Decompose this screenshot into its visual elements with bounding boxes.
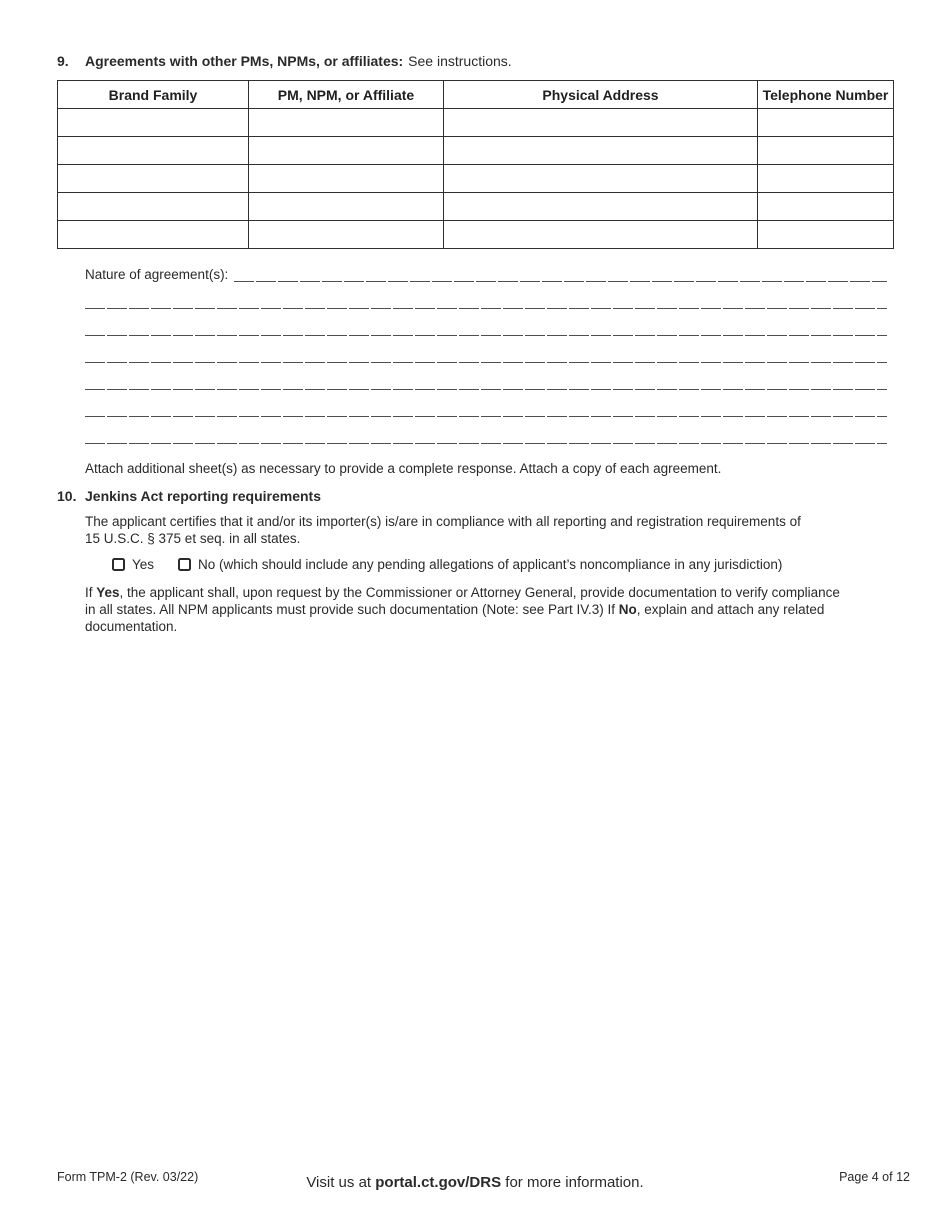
paragraph-bold-text: No	[618, 602, 637, 618]
table-row	[58, 193, 894, 221]
table-cell-input[interactable]	[249, 165, 444, 193]
no-choice	[178, 556, 782, 573]
paragraph-line	[85, 584, 840, 601]
table-cell-input[interactable]	[249, 137, 444, 165]
column-header-physical-address: Physical Address	[444, 81, 758, 109]
table-cell-input[interactable]	[444, 109, 758, 137]
form-id: Form TPM-2 (Rev. 03/22)	[57, 1170, 199, 1184]
paragraph-bold-text: Yes	[96, 585, 120, 600]
table-cell-input[interactable]	[758, 221, 894, 249]
footer-text: for more information.	[501, 1174, 644, 1191]
table-cell-input[interactable]	[444, 193, 758, 221]
yes-choice	[112, 556, 154, 573]
table-row	[58, 165, 894, 193]
nature-label-row	[85, 257, 887, 284]
table-cell-input[interactable]	[444, 137, 758, 165]
paragraph-text: If	[85, 585, 97, 600]
blank-line[interactable]	[85, 388, 887, 390]
table-cell-input[interactable]	[249, 193, 444, 221]
table-cell-input[interactable]	[58, 221, 249, 249]
section-10-number: 10.	[57, 488, 77, 504]
yes-checkbox[interactable]	[112, 558, 125, 571]
paragraph-text: in all states. All NPM applicants must provide such documentation (Note: see Part IV.3) If	[85, 602, 619, 618]
table-row	[58, 221, 894, 249]
if-yes-no-paragraph	[85, 584, 840, 636]
nature-of-agreements-label: Nature of agreement(s):	[85, 267, 229, 282]
paragraph-line	[85, 618, 840, 635]
certification-paragraph	[85, 513, 801, 547]
attach-sheets-note: Attach additional sheet(s) as necessary to provide a complete response. Attach a copy of each agreement.	[85, 461, 722, 476]
no-label: No (which should include any pending allegations of applicant’s noncompliance in any jurisdiction)	[198, 557, 783, 572]
column-header-telephone-number: Telephone Number	[758, 81, 894, 109]
section-10-heading	[57, 488, 321, 505]
certification-line: The applicant certifies that it and/or its importer(s) is/are in compliance with all reporting and registration requirements of	[85, 514, 801, 529]
table-cell-input[interactable]	[758, 137, 894, 165]
paragraph-text: documentation.	[85, 619, 178, 635]
footer-visit-text	[0, 1174, 950, 1191]
section-9-heading	[57, 53, 512, 70]
section-9-instructions: See instructions.	[408, 53, 512, 69]
blank-line[interactable]	[85, 307, 887, 309]
table-cell-input[interactable]	[249, 109, 444, 137]
table-cell-input[interactable]	[444, 165, 758, 193]
nature-input-line[interactable]	[234, 280, 887, 282]
table-cell-input[interactable]	[758, 109, 894, 137]
table-cell-input[interactable]	[58, 165, 249, 193]
table-cell-input[interactable]	[58, 109, 249, 137]
no-checkbox[interactable]	[178, 558, 191, 571]
table-cell-input[interactable]	[249, 221, 444, 249]
blank-line[interactable]	[85, 442, 887, 444]
table-cell-input[interactable]	[444, 221, 758, 249]
footer-text: Visit us at	[306, 1174, 376, 1191]
table-cell-input[interactable]	[758, 165, 894, 193]
paragraph-text: , explain and attach any related	[636, 602, 825, 618]
table-row	[58, 137, 894, 165]
blank-line[interactable]	[85, 334, 887, 336]
page-indicator: Page 4 of 12	[839, 1170, 910, 1184]
table-header-row	[58, 81, 894, 109]
section-10-title: Jenkins Act reporting requirements	[85, 488, 321, 504]
table-cell-input[interactable]	[58, 137, 249, 165]
certification-line: 15 U.S.C. § 375 et seq. in all states.	[85, 531, 301, 547]
jenkins-act-choices	[112, 556, 782, 573]
paragraph-line	[85, 601, 840, 618]
table-cell-input[interactable]	[58, 193, 249, 221]
portal-link[interactable]: portal.ct.gov/DRS	[375, 1174, 502, 1191]
table-row	[58, 109, 894, 137]
paragraph-text: , the applicant shall, upon request by the Commissioner or Attorney General, provide documentation to verify compliance	[119, 585, 840, 600]
yes-label: Yes	[132, 557, 155, 572]
nature-of-agreements-block	[85, 257, 887, 446]
table-cell-input[interactable]	[758, 193, 894, 221]
section-9-title: Agreements with other PMs, NPMs, or affiliates:	[85, 53, 404, 69]
section-9-number: 9.	[57, 53, 69, 69]
blank-line[interactable]	[85, 361, 887, 363]
blank-line[interactable]	[85, 415, 887, 417]
column-header-brand-family: Brand Family	[58, 81, 249, 109]
agreements-table	[57, 80, 894, 249]
column-header-pm-npm-affiliate: PM, NPM, or Affiliate	[249, 81, 444, 109]
